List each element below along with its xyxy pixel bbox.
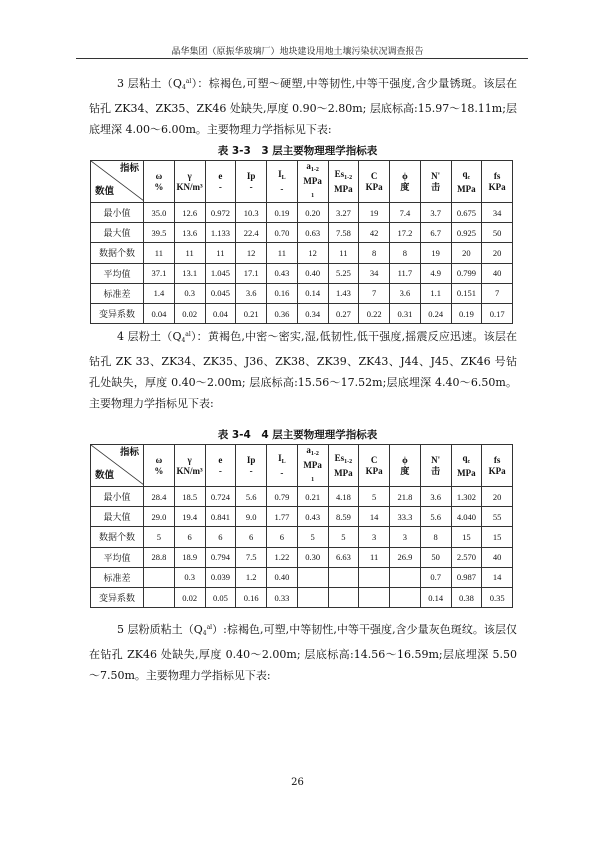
- table-cell: 17.1: [236, 263, 267, 283]
- table-cell: 0.19: [451, 303, 482, 323]
- column-header: $Es_{1-2}$ MPa: [328, 161, 359, 203]
- row-label: 标准差: [91, 283, 144, 303]
- table-cell: 1.1: [420, 283, 451, 303]
- column-header: C KPa: [359, 161, 390, 203]
- table-row: [91, 527, 513, 547]
- table-cell: 5: [359, 487, 390, 507]
- table-cell: 33.3: [390, 507, 421, 527]
- table-cell: 11: [174, 243, 205, 263]
- column-header: $q_c$ MPa: [451, 161, 482, 203]
- table-cell: 14: [482, 567, 513, 587]
- table-cell: 0.3: [174, 567, 205, 587]
- table-cell: 1.22: [267, 547, 298, 567]
- table-cell: 37.1: [144, 263, 175, 283]
- table-cell: 17.2: [390, 223, 421, 243]
- table-cell: 0.35: [482, 587, 513, 607]
- corner-upper-label: 指标: [119, 448, 139, 458]
- table-cell: 21.8: [390, 487, 421, 507]
- table-row: [91, 507, 513, 527]
- table-cell: 20: [482, 487, 513, 507]
- section-4-lead: 4 层粉土（Q: [117, 330, 182, 343]
- table-cell: 50: [420, 547, 451, 567]
- section-4-text: ）：黄褐色,中密～密实,湿,低韧性,低干强度,摇震反应迅速。该层在钻孔 ZK 33、ZK34、ZK35、J36、ZK38、ZK39、ZK43、J44、J45、ZK46 号钻孔处缺失，厚度 0.40～2.00m; 层底标高:15.56～17.52m;层底埋深 4.40～6.50m。主要物理力学指标见下表:: [89, 330, 518, 410]
- table-cell: 5.6: [236, 487, 267, 507]
- table-cell: 5.6: [420, 507, 451, 527]
- table-cell: 7.5: [236, 547, 267, 567]
- column-header: γ KN/m³: [174, 445, 205, 487]
- column-header: C KPa: [359, 445, 390, 487]
- table-cell: 3.7: [420, 203, 451, 223]
- table-cell: 8: [359, 243, 390, 263]
- table-cell: 11: [144, 243, 175, 263]
- column-header: fs KPa: [482, 161, 513, 203]
- table-3-4-caption: 表 3-4 4 层主要物理理学指标表: [217, 429, 378, 441]
- table-cell: 6: [236, 527, 267, 547]
- table-cell: 40: [482, 547, 513, 567]
- table-cell: 11: [267, 243, 298, 263]
- table-cell: 0.22: [359, 303, 390, 323]
- table-cell: 2.570: [451, 547, 482, 567]
- table-cell: 0.16: [236, 587, 267, 607]
- table-cell: 7.4: [390, 203, 421, 223]
- table-cell: [328, 587, 359, 607]
- table-cell: 13.6: [174, 223, 205, 243]
- table-cell: [144, 567, 175, 587]
- row-label: 最小值: [91, 203, 144, 223]
- table-cell: 13.1: [174, 263, 205, 283]
- table-cell: 28.4: [144, 487, 175, 507]
- table-cell: 0.63: [297, 223, 328, 243]
- corner-header: [91, 161, 144, 203]
- column-header: Ip -: [236, 161, 267, 203]
- table-cell: 4.040: [451, 507, 482, 527]
- column-header: ω %: [144, 161, 175, 203]
- table-cell: 0.20: [297, 203, 328, 223]
- table-cell: 3: [359, 527, 390, 547]
- column-header: e -: [205, 161, 236, 203]
- table-cell: 0.30: [297, 547, 328, 567]
- table-row: [91, 283, 513, 303]
- table-cell: 6: [174, 527, 205, 547]
- table-cell: 6: [267, 527, 298, 547]
- table-cell: 19: [359, 203, 390, 223]
- table-cell: 1.302: [451, 487, 482, 507]
- table-cell: [144, 587, 175, 607]
- table-row: [91, 263, 513, 283]
- row-label: 标准差: [91, 567, 144, 587]
- table-cell: 0.34: [297, 303, 328, 323]
- table-cell: 55: [482, 507, 513, 527]
- column-header: $I_L$ -: [267, 161, 298, 203]
- row-label: 变异系数: [91, 303, 144, 323]
- row-label: 变异系数: [91, 587, 144, 607]
- table-cell: 0.925: [451, 223, 482, 243]
- table-cell: 0.14: [420, 587, 451, 607]
- table-cell: 0.36: [267, 303, 298, 323]
- table-cell: 5: [144, 527, 175, 547]
- table-row: [91, 243, 513, 263]
- table-cell: 0.43: [267, 263, 298, 283]
- table-3-4: [90, 444, 513, 608]
- table-cell: 18.9: [174, 547, 205, 567]
- table-cell: [328, 567, 359, 587]
- table-header-row: [91, 161, 513, 203]
- table-cell: 10.3: [236, 203, 267, 223]
- table-cell: 0.794: [205, 547, 236, 567]
- table-cell: 0.045: [205, 283, 236, 303]
- table-cell: 0.675: [451, 203, 482, 223]
- table-cell: 0.17: [482, 303, 513, 323]
- table-cell: 7.58: [328, 223, 359, 243]
- table-cell: 0.841: [205, 507, 236, 527]
- table-cell: 28.8: [144, 547, 175, 567]
- column-header: e -: [205, 445, 236, 487]
- table-cell: 0.987: [451, 567, 482, 587]
- section-3-paragraph: 3 层粘土$(Q_4^{al})$：棕褐色,可塑～硬塑,中等韧性,中等干强度,含少量锈斑。该层在钻孔 ZK34、ZK35、ZK46 处缺失,厚度 0.90～2.80m; 层底标高:15.97～18.11m;层底埋深 4.00～6.00m。主要物理力学指标见下表:: [89, 77, 518, 136]
- table-cell: 5: [328, 527, 359, 547]
- corner-lower-label: 数值: [95, 187, 115, 197]
- table-row: [91, 203, 513, 223]
- table-cell: 3.6: [236, 283, 267, 303]
- table-row: [91, 303, 513, 323]
- section-3-text: ）：棕褐色,可塑～硬塑,中等韧性,中等干强度,含少量锈斑。该层在钻孔 ZK34、ZK35、ZK46 处缺失,厚度 0.90～2.80m; 层底标高:15.97～18.11m;层底埋深 4.00～6.00m。主要物理力学指标见下表:: [89, 77, 518, 136]
- table-cell: 22.4: [236, 223, 267, 243]
- table-cell: 1.045: [205, 263, 236, 283]
- table-cell: 1.4: [144, 283, 175, 303]
- table-cell: [390, 587, 421, 607]
- table-cell: 0.04: [205, 303, 236, 323]
- column-header: ϕ 度: [390, 445, 421, 487]
- table-cell: 0.02: [174, 587, 205, 607]
- table-cell: 3.6: [390, 283, 421, 303]
- table-row: [91, 567, 513, 587]
- table-cell: 0.38: [451, 587, 482, 607]
- table-cell: 34: [359, 263, 390, 283]
- table-cell: 3: [390, 527, 421, 547]
- row-label: 最大值: [91, 507, 144, 527]
- table-cell: 12: [297, 243, 328, 263]
- table-cell: 0.79: [267, 487, 298, 507]
- table-cell: 4.18: [328, 487, 359, 507]
- table-cell: 0.16: [267, 283, 298, 303]
- column-header: $a_{1-2}$ MPa $_1$: [297, 445, 328, 487]
- table-cell: 1.77: [267, 507, 298, 527]
- row-label: 最大值: [91, 223, 144, 243]
- table-cell: 1.43: [328, 283, 359, 303]
- table-cell: 0.33: [267, 587, 298, 607]
- table-cell: 0.3: [174, 283, 205, 303]
- table-cell: 18.5: [174, 487, 205, 507]
- table-cell: 26.9: [390, 547, 421, 567]
- table-cell: 39.5: [144, 223, 175, 243]
- table-cell: [359, 587, 390, 607]
- table-cell: 1.133: [205, 223, 236, 243]
- table-cell: 19: [420, 243, 451, 263]
- table-cell: 9.0: [236, 507, 267, 527]
- table-cell: 0.27: [328, 303, 359, 323]
- column-header: $I_L$ -: [267, 445, 298, 487]
- table-cell: 50: [482, 223, 513, 243]
- table-row: [91, 547, 513, 567]
- section-3-lead: 3 层粘土（Q: [117, 77, 182, 90]
- table-cell: 29.0: [144, 507, 175, 527]
- table-cell: 11: [328, 243, 359, 263]
- column-header: $a_{1-2}$ MPa $_1$: [297, 161, 328, 203]
- table-cell: 0.40: [297, 263, 328, 283]
- table-cell: 11: [205, 243, 236, 263]
- column-header: N' 击: [420, 445, 451, 487]
- table-cell: 5: [297, 527, 328, 547]
- table-cell: 40: [482, 263, 513, 283]
- section-5-paragraph: 5 层粉质粘土$(Q_4^{al})$:棕褐色,可塑,中等韧性,中等干强度,含少量灰色斑纹。该层仅在钻孔 ZK46 处缺失,厚度 0.40～2.00m; 层底标高:14.56～16.59m;层底埋深 5.50～7.50m。主要物理力学指标见下表:: [89, 623, 517, 682]
- column-header: ϕ 度: [390, 161, 421, 203]
- column-header: $Es_{1-2}$ MPa: [328, 445, 359, 487]
- table-cell: 0.19: [267, 203, 298, 223]
- table-3-3-caption: 表 3-3 3 层主要物理理学指标表: [217, 145, 378, 157]
- row-label: 平均值: [91, 263, 144, 283]
- table-cell: 0.21: [236, 303, 267, 323]
- table-cell: 0.31: [390, 303, 421, 323]
- column-header: $q_c$ MPa: [451, 445, 482, 487]
- corner-lower-label: 数值: [95, 471, 115, 481]
- section-5-lead: 5 层粉质粘土（Q: [117, 623, 203, 636]
- table-cell: 8: [420, 527, 451, 547]
- table-cell: 15: [451, 527, 482, 547]
- table-cell: 0.21: [297, 487, 328, 507]
- table-cell: 0.70: [267, 223, 298, 243]
- table-cell: 8: [390, 243, 421, 263]
- corner-header: [91, 445, 144, 487]
- table-cell: 0.151: [451, 283, 482, 303]
- table-cell: 1.2: [236, 567, 267, 587]
- table-row: [91, 587, 513, 607]
- row-label: 平均值: [91, 547, 144, 567]
- table-cell: 3.27: [328, 203, 359, 223]
- page-header: 晶华集团（原振华玻璃厂）地块建设用地土壤污染状况调查报告: [171, 47, 424, 57]
- table-cell: [297, 567, 328, 587]
- row-label: 数据个数: [91, 243, 144, 263]
- corner-upper-label: 指标: [119, 164, 139, 174]
- table-cell: 0.972: [205, 203, 236, 223]
- row-label: 数据个数: [91, 527, 144, 547]
- table-cell: 14: [359, 507, 390, 527]
- table-cell: 0.7: [420, 567, 451, 587]
- table-cell: 20: [482, 243, 513, 263]
- table-cell: 12: [236, 243, 267, 263]
- table-cell: 42: [359, 223, 390, 243]
- table-cell: 0.43: [297, 507, 328, 527]
- table-cell: 0.14: [297, 283, 328, 303]
- table-cell: 0.40: [267, 567, 298, 587]
- table-row: [91, 487, 513, 507]
- header-rule: [76, 58, 528, 59]
- table-cell: 0.24: [420, 303, 451, 323]
- table-cell: 34: [482, 203, 513, 223]
- table-cell: 7: [482, 283, 513, 303]
- table-cell: [297, 587, 328, 607]
- table-cell: 4.9: [420, 263, 451, 283]
- column-header: γ KN/m³: [174, 161, 205, 203]
- table-cell: 6.63: [328, 547, 359, 567]
- table-cell: 6.7: [420, 223, 451, 243]
- page-number: 26: [291, 777, 304, 788]
- table-cell: 11: [359, 547, 390, 567]
- table-cell: 7: [359, 283, 390, 303]
- table-cell: 0.05: [205, 587, 236, 607]
- column-header: Ip -: [236, 445, 267, 487]
- table-cell: 0.04: [144, 303, 175, 323]
- table-3-3: [90, 160, 513, 324]
- column-header: ω %: [144, 445, 175, 487]
- table-cell: 20: [451, 243, 482, 263]
- table-cell: 0.724: [205, 487, 236, 507]
- column-header: fs KPa: [482, 445, 513, 487]
- table-cell: 35.0: [144, 203, 175, 223]
- table-cell: 0.799: [451, 263, 482, 283]
- table-cell: 5.25: [328, 263, 359, 283]
- table-cell: 6: [205, 527, 236, 547]
- table-cell: 8.59: [328, 507, 359, 527]
- table-row: [91, 223, 513, 243]
- table-cell: 15: [482, 527, 513, 547]
- table-cell: 3.6: [420, 487, 451, 507]
- table-cell: 19.4: [174, 507, 205, 527]
- table-cell: 12.6: [174, 203, 205, 223]
- section-4-paragraph: 4 层粉土$(Q_4^{al})$：黄褐色,中密～密实,湿,低韧性,低干强度,摇震反应迅速。该层在钻孔 ZK 33、ZK34、ZK35、J36、ZK38、ZK39、ZK43、J44、J45、ZK46 号钻孔处缺失，厚度 0.40～2.00m; 层底标高:15.56～17.52m;层底埋深 4.40～6.50m。主要物理力学指标见下表:: [89, 330, 518, 410]
- row-label: 最小值: [91, 487, 144, 507]
- table-cell: 0.02: [174, 303, 205, 323]
- table-cell: [359, 567, 390, 587]
- table-cell: [390, 567, 421, 587]
- table-header-row: [91, 445, 513, 487]
- column-header: N' 击: [420, 161, 451, 203]
- section-5-text: ）:棕褐色,可塑,中等韧性,中等干强度,含少量灰色斑纹。该层仅在钻孔 ZK46 处缺失,厚度 0.40～2.00m; 层底标高:14.56～16.59m;层底埋深 5.50～7.50m。主要物理力学指标见下表:: [89, 623, 517, 682]
- table-cell: 11.7: [390, 263, 421, 283]
- table-cell: 0.039: [205, 567, 236, 587]
